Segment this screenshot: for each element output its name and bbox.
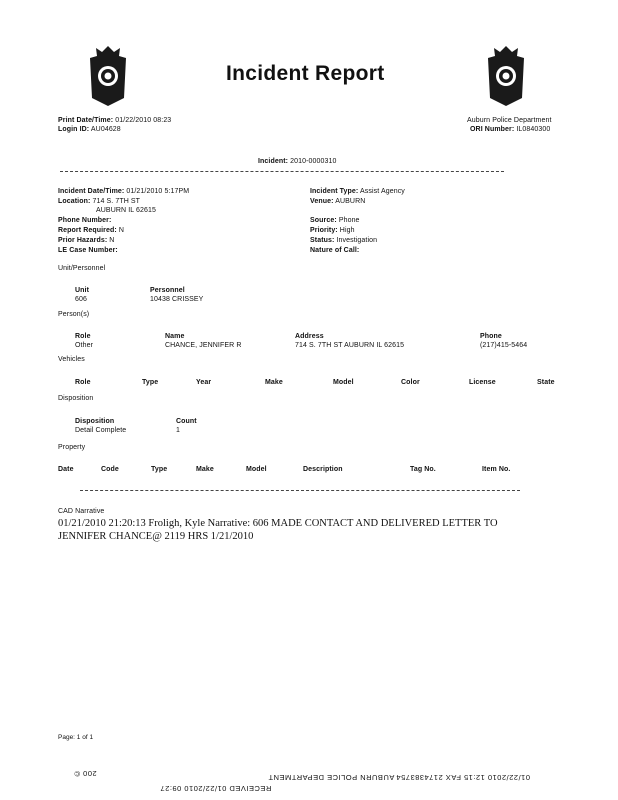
incident-number: Incident: 2010-0000310 <box>258 158 337 165</box>
vehicle-role-header: Role <box>75 379 91 386</box>
detail-location-city: AUBURN IL 62615 <box>96 207 156 214</box>
divider <box>80 490 520 491</box>
vehicle-make-header: Make <box>265 379 283 386</box>
detail-incident-datetime: Incident Date/Time: 01/21/2010 5:17PM <box>58 188 190 195</box>
unit-header: Unit <box>75 287 90 294</box>
property-type-header: Type <box>151 466 168 473</box>
fax-header-right: 01/22/2010 12:15 FAX 2174383754 <box>396 773 530 782</box>
property-code-header: Code <box>101 466 119 473</box>
narrative-line-2: JENNIFER CHANCE@ 2119 HRS 1/21/2010 <box>58 531 254 542</box>
detail-report-required: Report Required: N <box>58 227 124 234</box>
login-id: Login ID: AU04628 <box>58 126 121 133</box>
property-model-header: Model <box>246 466 267 473</box>
unit-value: 606 <box>75 296 87 303</box>
address-header: Address <box>295 333 324 340</box>
personnel-header: Personnel <box>150 287 185 294</box>
vehicle-state-header: State <box>537 379 555 386</box>
detail-priority: Priority: High <box>310 227 355 234</box>
detail-source: Source: Phone <box>310 217 360 224</box>
department-name: Auburn Police Department <box>467 117 552 124</box>
print-datetime: Print Date/Time: 01/22/2010 08:23 <box>58 117 172 124</box>
vehicle-type-header: Type <box>142 379 159 386</box>
detail-prior-hazards: Prior Hazards: N <box>58 237 115 244</box>
count-value: 1 <box>176 427 180 434</box>
unit-section-title: Unit/Personnel <box>58 265 106 272</box>
narrative-title: CAD Narrative <box>58 508 105 515</box>
page-number: Page: 1 of 1 <box>58 734 94 741</box>
property-item-header: Item No. <box>482 466 511 473</box>
person-name: CHANCE, JENNIFER R <box>165 342 242 349</box>
count-header: Count <box>176 418 197 425</box>
property-make-header: Make <box>196 466 214 473</box>
property-date-header: Date <box>58 466 74 473</box>
fax-header-dept: AUBURN POLICE DEPARTMENT <box>268 773 395 782</box>
detail-venue: Venue: AUBURN <box>310 198 366 205</box>
detail-status: Status: Investigation <box>310 237 378 244</box>
phone-header: Phone <box>480 333 502 340</box>
vehicles-section-title: Vehicles <box>58 356 85 363</box>
role-header: Role <box>75 333 91 340</box>
police-badge-left-icon <box>86 44 130 108</box>
narrative-line-1: 01/21/2010 21:20:13 Froligh, Kyle Narrative: 606 MADE CONTACT AND DELIVERED LETTER TO <box>58 518 498 529</box>
detail-incident-type: Incident Type: Assist Agency <box>310 188 405 195</box>
ori-number: ORI Number: IL0840300 <box>470 126 551 133</box>
fax-received-stamp: RECEIVED 01/22/2010 09:27 <box>160 784 272 793</box>
police-badge-right-icon <box>484 44 528 108</box>
property-tag-header: Tag No. <box>410 466 436 473</box>
detail-phone-number: Phone Number: <box>58 217 112 224</box>
disposition-section-title: Disposition <box>58 395 94 402</box>
disposition-value: Detail Complete <box>75 427 127 434</box>
disposition-header: Disposition <box>75 418 115 425</box>
vehicle-license-header: License <box>469 379 496 386</box>
vehicle-color-header: Color <box>401 379 420 386</box>
person-address: 714 S. 7TH ST AUBURN IL 62615 <box>295 342 405 349</box>
detail-nature-of-call: Nature of Call: <box>310 247 360 254</box>
persons-section-title: Person(s) <box>58 311 90 318</box>
personnel-value: 10438 CRISSEY <box>150 296 204 303</box>
name-header: Name <box>165 333 185 340</box>
detail-location: Location: 714 S. 7TH ST <box>58 198 141 205</box>
fax-header-left: 200 © <box>74 769 97 778</box>
person-role: Other <box>75 342 94 349</box>
detail-le-case-number: LE Case Number: <box>58 247 118 254</box>
vehicle-model-header: Model <box>333 379 354 386</box>
divider <box>60 171 504 172</box>
page-title: Incident Report <box>226 62 385 85</box>
vehicle-year-header: Year <box>196 379 212 386</box>
person-phone: (217)415-5464 <box>480 342 528 349</box>
property-description-header: Description <box>303 466 343 473</box>
property-section-title: Property <box>58 444 86 451</box>
